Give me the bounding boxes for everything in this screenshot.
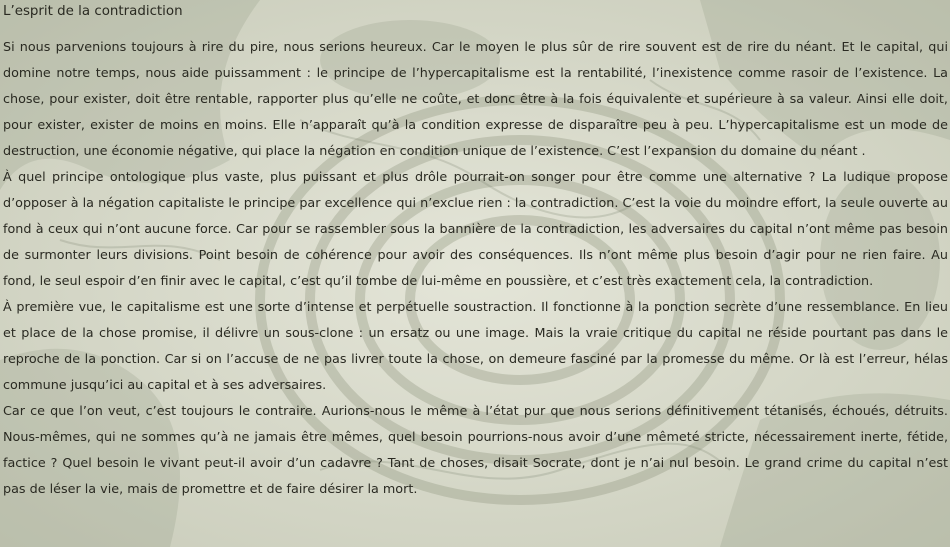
document-title: L’esprit de la contradiction [3, 4, 183, 19]
paragraph: À quel principe ontologique plus vaste, plus puissant et plus drôle pourrait-on songer pour être comme une alternative ? La ludique propose d’opposer à la négation capitaliste le principe par excellence qui n’exclue rien : la contradiction. C’est la voie du moindre effort, la seule ouverte au fond à ceux qui n’ont aucune force. Car pour se rassembler sous la bannière de la contradiction, les adversaires du capital n’ont même pas besoin de surmonter leurs divisions. Point besoin de cohérence pour avoir des conséquences. Ils n’ont même plus besoin d’agir pour ne rien faire. Au fond, le seul espoir d’en finir avec le capital, c’est qu’il tombe de lui-même en poussière, et c’est très exactement cela, la contradiction. [3, 170, 948, 289]
document-body [3, 35, 948, 503]
paragraph: Car ce que l’on veut, c’est toujours le contraire. Aurions-nous le même à l’état pur que nous serions définitivement tétanisés, échoués, détruits. Nous-mêmes, qui ne sommes qu’à ne jamais être mêmes, quel besoin pourrions-nous avoir d’une mêmeté stricte, nécessairement inerte, fétide, factice ? Quel besoin le vivant peut-il avoir d’un cadavre ? Tant de choses, disait Socrate, dont je n’ai nul besoin. Le grand crime du capital n’est pas de léser la vie, mais de promettre et de faire désirer la mort. [3, 404, 948, 497]
paragraph: À première vue, le capitalisme est une sorte d’intense et perpétuelle soustraction. Il fonctionne à la ponction secrète d’une ressemblance. En lieu et place de la chose promise, il délivre un sous-clone : un ersatz ou une image. Mais la vraie critique du capital ne réside pourtant pas dans le reproche de la ponction. Car si on l’accuse de ne pas livrer toute la chose, on demeure fasciné par la promesse du même. Or là est l’erreur, hélas commune jusqu’ici au capital et à ses adversaires. [3, 300, 948, 393]
paragraph: Si nous parvenions toujours à rire du pire, nous serions heureux. Car le moyen le plus sûr de rire souvent est de rire du néant. Et le capital, qui domine notre temps, nous aide puissamment : le principe de l’hypercapitalisme est la rentabilité, l’inexistence comme rasoir de l’existence. La chose, pour exister, doit être rentable, rapporter plus qu’elle ne coûte, et donc être à la fois équivalente et supérieure à sa valeur. Ainsi elle doit, pour exister, exister de moins en moins. Elle n’apparaît qu’à la condition expresse de disparaître peu à peu. L’hypercapitalisme est un mode de destruction, une économie négative, qui place la négation en condition unique de l’existence. C’est l’expansion du domaine du néant . [3, 40, 948, 159]
